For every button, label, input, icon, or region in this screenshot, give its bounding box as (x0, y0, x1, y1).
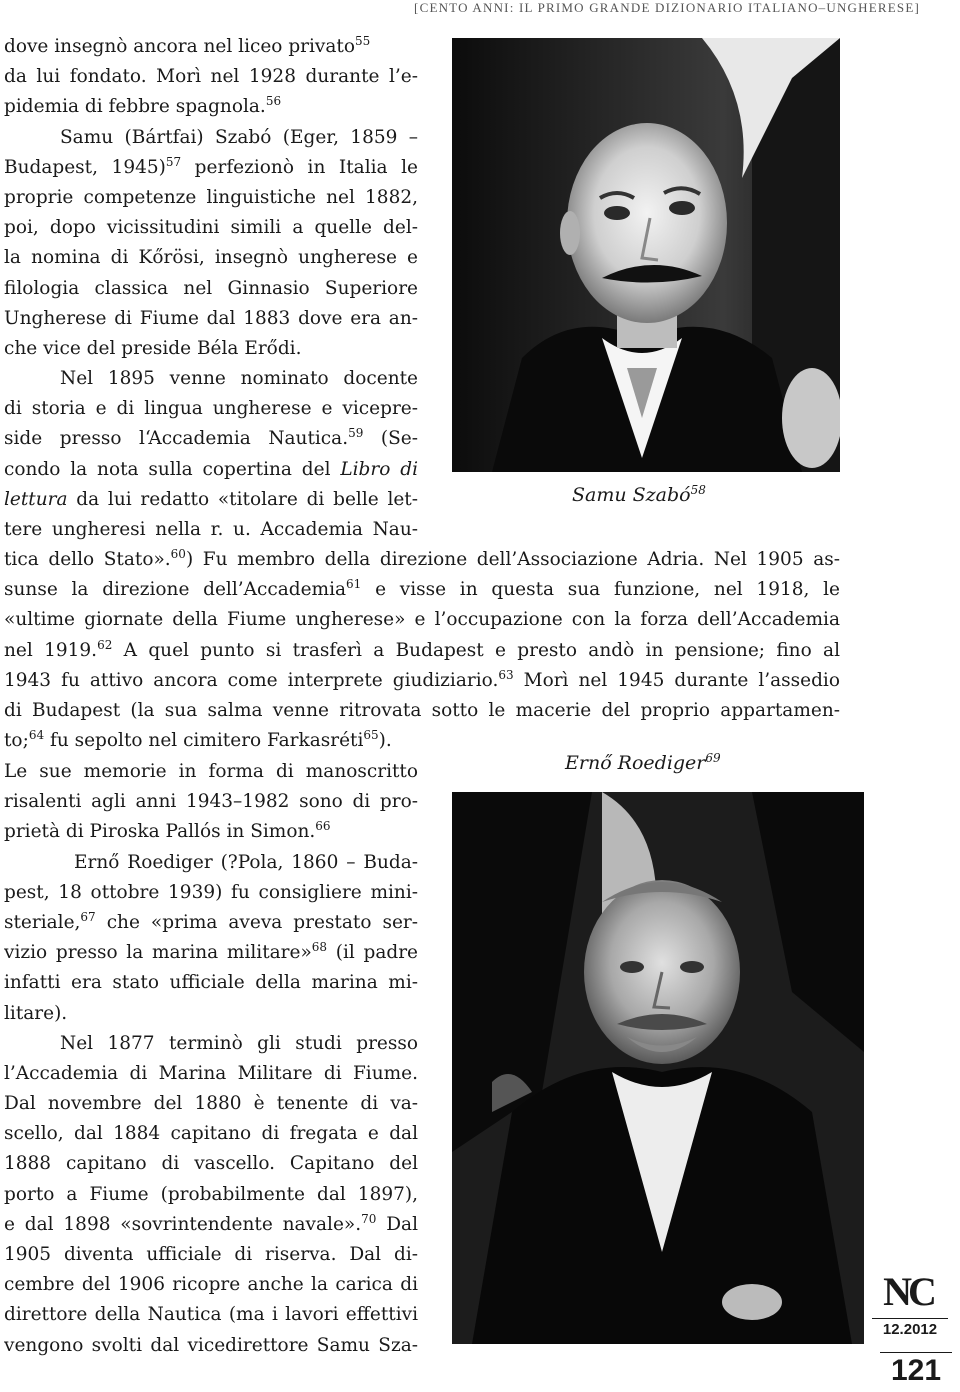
wide-line (4, 666, 840, 696)
footnote-ref: 59 (348, 426, 364, 441)
text-segment: perfezionò in Italia le (181, 156, 418, 178)
caption-roediger-text: Ernő Roediger (565, 752, 706, 774)
text-segment: tere ungheresi nella r. u. Accademia Nau- (4, 519, 418, 540)
col1-line (4, 32, 418, 62)
portrait-roediger-image (452, 792, 864, 1344)
column-left-bottom (4, 757, 418, 1361)
text-segment: vengono svolti dal vicedirettore Samu Sza- (4, 1334, 418, 1356)
text-segment: Morì nel 1945 durante l’assedio (513, 669, 840, 691)
text-segment: nel 1919. (4, 639, 98, 661)
footnote-ref: 68 (311, 940, 328, 955)
text-segment: Libro di (340, 458, 418, 480)
text-segment: sunse la direzione dell’Accademia (4, 579, 347, 601)
text-segment: infatti era stato ufficiale della marina mi- (4, 972, 418, 994)
text-segment: pidemia di febbre spagnola. (4, 96, 266, 118)
footnote-ref: 67 (80, 909, 96, 924)
text-segment: 1888 capitano di vascello. Capitano del (4, 1153, 418, 1175)
col1-line (4, 455, 418, 485)
text-segment: Dal novembre del 1880 è tenente di va- (4, 1093, 418, 1115)
col1-line (4, 153, 418, 183)
text-segment: Le sue memorie in forma di manoscritto (4, 761, 418, 782)
col2-line (4, 1210, 418, 1240)
text-segment: vizio presso la marina militare» (4, 942, 312, 964)
col2-line (4, 968, 418, 998)
col2-line (4, 1270, 418, 1300)
footnote-ref: 64 (28, 728, 45, 743)
text-segment: la nomina di Kőrösi, insegnò ungherese e (4, 247, 418, 269)
text-segment: risalenti agli anni 1943–1982 sono di pro- (4, 791, 418, 813)
text-segment: Ernő Roediger (?Pola, 1860 – Buda- (74, 851, 418, 873)
footnote-ref: 65 (363, 728, 379, 743)
caption-erno-roediger (565, 752, 721, 774)
text-segment: pest, 18 ottobre 1939) fu consigliere mini- (4, 881, 418, 903)
col1-line (4, 364, 418, 394)
photo-erno-roediger (452, 792, 864, 1344)
col2-line (4, 999, 418, 1029)
column-left-top (4, 32, 418, 545)
paragraph-wide (4, 545, 840, 756)
text-segment: Nel 1877 terminò gli studi presso (60, 1032, 418, 1054)
col1-line (4, 394, 418, 424)
col2-line (4, 1059, 418, 1089)
text-segment: cembre del 1906 ricopre anche la carica di (4, 1274, 418, 1296)
col2-line (4, 938, 418, 968)
footnote-ref: 55 (355, 34, 371, 48)
text-segment: 1943 fu attivo ancora come interprete giudiziario. (4, 669, 499, 691)
col1-line (4, 485, 418, 515)
text-segment: Nel 1895 venne nominato docente (60, 368, 418, 390)
caption-szabo-text: Samu Szabó (572, 484, 691, 506)
caption-szabo-footnote: 58 (690, 483, 706, 497)
wide-line (4, 636, 840, 666)
text-segment: da lui fondato. Morì nel 1928 durante l’e- (4, 66, 418, 88)
text-segment: 1905 diventa ufficiale di riserva. Dal di- (4, 1244, 418, 1265)
col2-line (4, 1300, 418, 1330)
text-segment: e dal 1898 «sovrintendente navale». (4, 1213, 362, 1235)
text-segment: dove insegnò ancora nel liceo privato (4, 36, 355, 57)
col1-line (4, 213, 418, 243)
text-segment: di storia e di lingua ungherese e vicepre- (4, 398, 418, 420)
col1-line (4, 274, 418, 304)
text-segment: to; (4, 730, 29, 752)
col1-line (4, 424, 418, 454)
col1-line (4, 123, 418, 153)
col2-line (4, 787, 418, 817)
col2-line (4, 1149, 418, 1179)
footnote-ref: 63 (498, 667, 514, 682)
text-segment: filologia classica nel Ginnasio Superiore (4, 277, 418, 299)
col1-line (4, 183, 418, 213)
text-segment: lettura (4, 488, 68, 510)
col2-line (4, 908, 418, 938)
photo-samu-szabo (452, 38, 840, 472)
text-segment: (Se- (363, 428, 418, 450)
text-segment: l’Accademia di Marina Militare di Fiume. (4, 1062, 418, 1084)
text-segment: Ungherese di Fiume dal 1883 dove era an- (4, 307, 418, 329)
text-segment: porto a Fiume (probabilmente dal 1897), (4, 1183, 418, 1205)
wide-line (4, 545, 840, 575)
text-segment: steriale, (4, 911, 81, 933)
text-segment: litare). (4, 1002, 68, 1024)
text-segment: ) Fu membro della direzione dell’Associazione Adria. Nel 1905 as- (185, 549, 840, 570)
col2-line (4, 1119, 418, 1149)
text-segment: da lui redatto «titolare di belle let- (67, 488, 418, 510)
col1-line (4, 334, 418, 364)
wide-line (4, 605, 840, 635)
text-segment: Dal (376, 1213, 418, 1235)
text-segment: «ultime giornate della Fiume ungherese» e l’occupazione con la forza dell’Accademia (4, 609, 840, 631)
text-segment: side presso l‘Accademia Nautica. (4, 428, 349, 450)
wide-line (4, 575, 840, 605)
text-segment: ). (378, 730, 392, 752)
text-segment: A quel punto si trasferì a Budapest e presto andò in pensione; fino al (112, 639, 840, 661)
col2-line (4, 757, 418, 787)
portrait-szabo-image (452, 38, 840, 472)
text-segment: (il padre (327, 942, 418, 964)
text-segment: condo la nota sulla copertina del (4, 458, 341, 480)
text-segment: scello, dal 1884 capitano di fregata e dal (4, 1123, 418, 1145)
footnote-ref: 66 (315, 819, 331, 834)
text-segment: proprie competenze linguistiche nel 1882, (4, 186, 418, 208)
text-segment: Budapest, 1945) (4, 156, 166, 178)
wide-line (4, 696, 840, 726)
text-segment: che vice del preside Béla Erődi. (4, 337, 302, 359)
col2-line (4, 1180, 418, 1210)
col1-line (4, 304, 418, 334)
text-segment: prietà di Piroska Pallós in Simon. (4, 821, 316, 843)
col2-line (4, 878, 418, 908)
col1-line (4, 92, 418, 122)
page-number: 121 (880, 1352, 952, 1389)
col2-line (4, 848, 418, 878)
col1-line (4, 243, 418, 273)
footnote-ref: 60 (170, 547, 186, 561)
text-segment: e visse in questa sua funzione, nel 1918, le (361, 579, 840, 601)
text-segment: che «prima aveva prestato ser- (95, 911, 418, 933)
text-segment: poi, dopo vicissitudini simili a quelle del- (4, 217, 418, 239)
text-segment: fu sepolto nel cimitero Farkasréti (44, 730, 364, 752)
col2-line (4, 1240, 418, 1270)
col2-line (4, 1331, 418, 1361)
text-segment: Samu (Bártfai) Szabó (Eger, 1859 – (60, 126, 418, 148)
text-segment: tica dello Stato». (4, 549, 171, 570)
col1-line (4, 515, 418, 545)
footnote-ref: 70 (361, 1211, 377, 1226)
col2-line (4, 817, 418, 847)
footnote-ref: 56 (265, 94, 282, 109)
journal-logo: NC (883, 1269, 933, 1314)
footnote-ref: 57 (165, 154, 182, 169)
issue-date: 12.2012 (872, 1318, 948, 1338)
footnote-ref: 62 (97, 637, 113, 652)
caption-samu-szabo (572, 484, 706, 506)
running-header: [CENTO ANNI: IL PRIMO GRANDE DIZIONARIO ITALIANO–UNGHERESE] (414, 0, 920, 15)
col2-line (4, 1089, 418, 1119)
text-segment: direttore della Nautica (ma i lavori effettivi (4, 1304, 418, 1326)
caption-roediger-footnote: 69 (705, 751, 721, 765)
col2-line (4, 1029, 418, 1059)
col1-line (4, 62, 418, 92)
footnote-ref: 61 (346, 577, 362, 592)
text-segment: di Budapest (la sua salma venne ritrovata sotto le macerie del proprio appartamen- (4, 699, 840, 721)
